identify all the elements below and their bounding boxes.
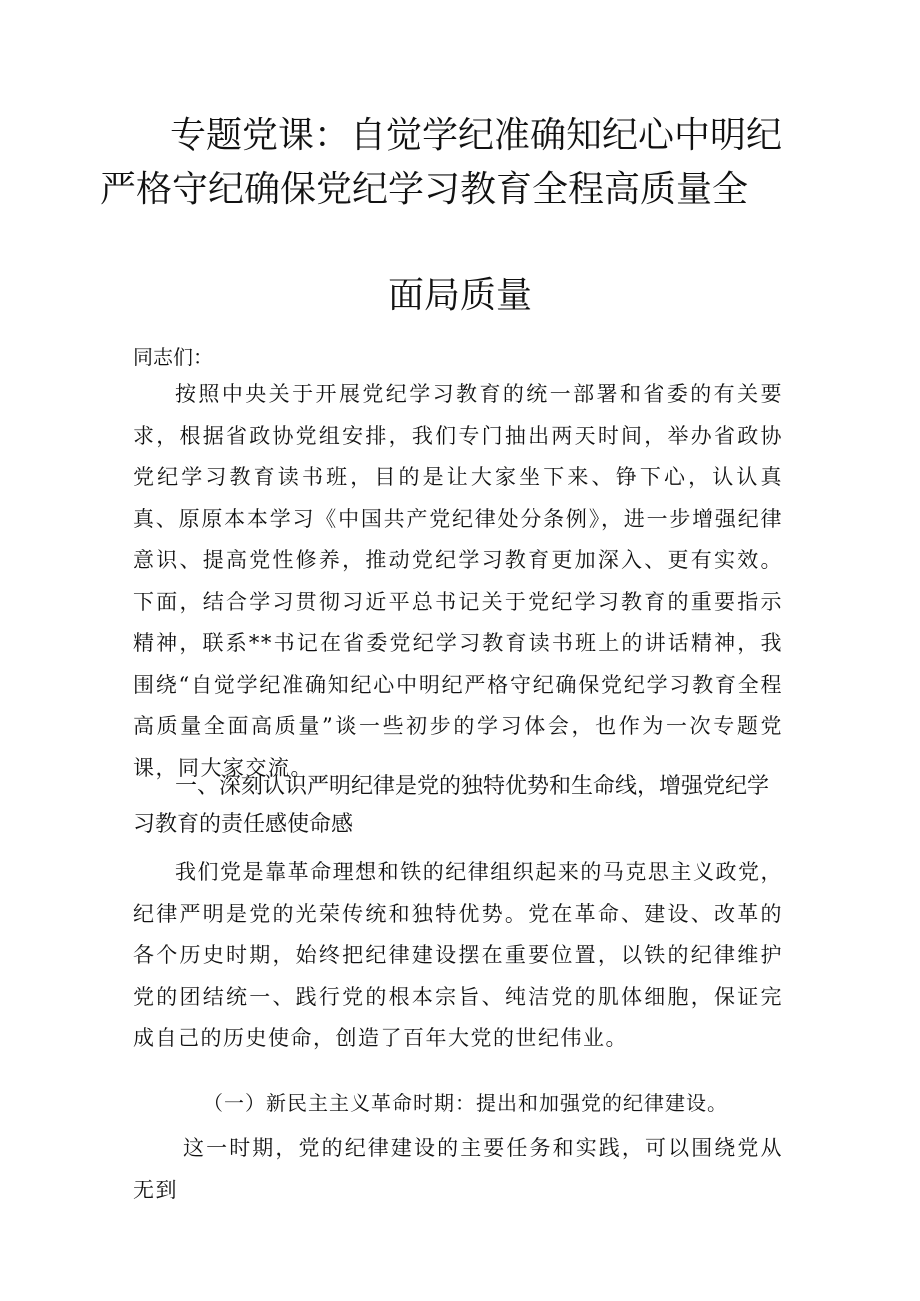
document-title-line-3: 面局质量 (387, 275, 532, 316)
subsection-1-paragraph: 这一时期，党的纪律建设的主要任务和实践，可以围绕党从无到 (133, 1136, 783, 1202)
section-1-paragraph: 我们党是靠革命理想和铁的纪律组织起来的马克思主义政党，纪律严明是党的光荣传统和独特优势。党在革命、建设、改革的各个历史时期，始终把纪律建设摆在重要位置，以铁的纪律维护党的团结统一、践行党的根本宗旨、纯洁党的肌体细胞，保证完成自己的历史使命，创造了百年大党的世纪伟业。 (133, 860, 783, 1050)
document-title-line-1: 专题党课：自觉学纪准确知纪心中明纪 (169, 115, 782, 156)
document-title-line-2: 严格守纪确保党纪学习教育全程高质量全 (99, 169, 748, 210)
intro-paragraph: 按照中央关于开展党纪学习教育的统一部署和省委的有关要求，根据省政协党组安排，我们专门抽出两天时间，举办省政协党纪学习教育读书班，目的是让大家坐下来、铮下心，认认真真、原原本本学习《中国共产党纪律处分条例》，进一步增强纪律意识、提高党性修养，推动党纪学习教育更加深入、更有实效。下面，结合学习贯彻习近平总书记关于党纪学习教育的重要指示精神，联系**书记在省委党纪学习教育读书班上的讲话精神，我围绕“自觉学纪准确知纪心中明纪严格守纪确保党纪学习教育全程高质量全面高质量”谈一些初步的学习体会，也作为一次专题党课，同大家交流。 (133, 382, 783, 780)
section-heading-1: 一、深刻认识严明纪律是党的独特优势和生命线，增强党纪学习教育的责任感使命感 (133, 774, 770, 837)
subsection-heading-1: （一）新民主主义革命时期：提出和加强党的纪律建设。 (203, 1091, 728, 1115)
salutation: 同志们： (133, 345, 213, 369)
